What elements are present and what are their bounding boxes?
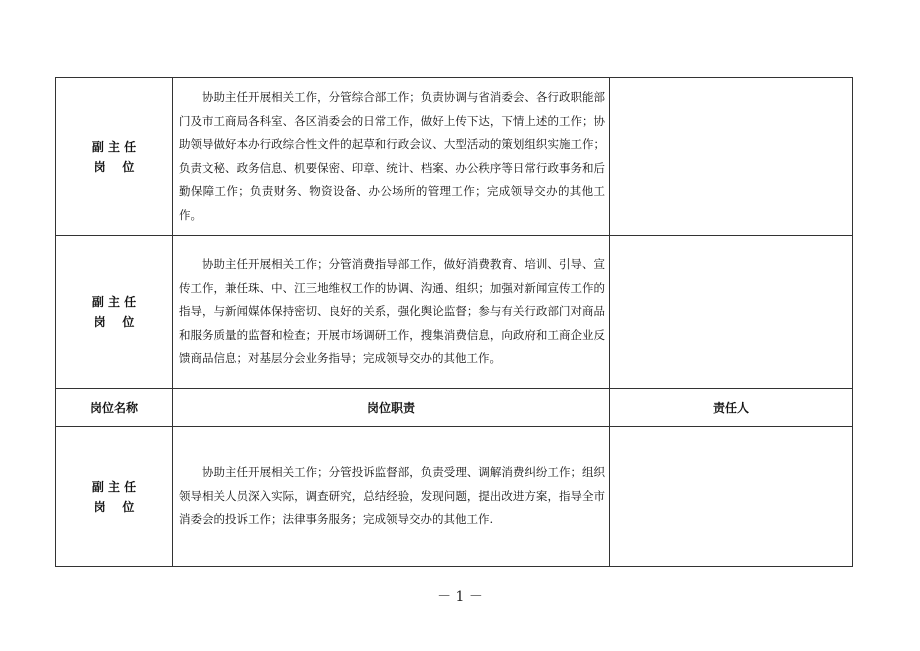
position-duty-text: 协助主任开展相关工作，分管综合部工作；负责协调与省消委会、各行政职能部门及市工商局各科室、各区消委会的日常工作，做好上传下达，下情上述的工作；协助领导做好本办行政综合性文件的起草和行政会议、大型活动的策划组织实施工作；负责文秘、政务信息、机要保密、印章、统计、档案、办公秩序等日常行政事务和后勤保障工作；负责财务、物资设备、办公场所的管理工作；完成领导交办的其他工作。 — [179, 90, 605, 222]
position-name-cell — [56, 78, 173, 236]
position-name-cell — [56, 236, 173, 389]
responsible-person-cell — [610, 236, 853, 389]
position-duty-cell — [173, 78, 610, 236]
table-row — [56, 78, 853, 236]
table-row — [56, 236, 853, 389]
position-name-cell — [56, 427, 173, 567]
position-name-line1: 副 主 任 — [91, 479, 137, 494]
position-duty-cell — [173, 427, 610, 567]
table-header-row — [56, 389, 853, 427]
position-name-line2: 岗 位 — [93, 315, 135, 329]
header-position-duty: 岗位职责 — [173, 389, 610, 427]
header-position-name: 岗位名称 — [56, 389, 173, 427]
responsible-person-cell — [610, 78, 853, 236]
position-name-line1: 副 主 任 — [91, 295, 137, 309]
table-row — [56, 427, 853, 567]
position-name-line2: 岗 位 — [93, 159, 135, 174]
header-responsible-person: 责任人 — [610, 389, 853, 427]
position-name-line2: 岗 位 — [93, 499, 135, 514]
duty-table — [55, 77, 853, 567]
position-duty-cell — [173, 236, 610, 389]
position-duty-text: 协助主任开展相关工作；分管投诉监督部，负责受理、调解消费纠纷工作；组织领导相关人员深入实际，调查研究，总结经验，发现问题，提出改进方案，指导全市消委会的投诉工作；法律事务服务；完成领导交办的其他工作. — [179, 465, 605, 527]
position-name-line1: 副 主 任 — [91, 139, 137, 154]
position-duty-text: 协助主任开展相关工作；分管消费指导部工作，做好消费教育、培训、引导、宣传工作，兼任珠、中、江三地维权工作的协调、沟通、组织；加强对新闻宣传工作的指导，与新闻媒体保持密切、良好的关系，强化舆论监督；参与有关行政部门对商品和服务质量的监督和检查；开展市场调研工作，搜集消费信息，向政府和工商企业反馈商品信息；对基层分会业务指导；完成领导交办的其他工作。 — [179, 257, 605, 366]
responsible-person-cell — [610, 427, 853, 567]
page-number: － 1 － — [437, 589, 483, 605]
